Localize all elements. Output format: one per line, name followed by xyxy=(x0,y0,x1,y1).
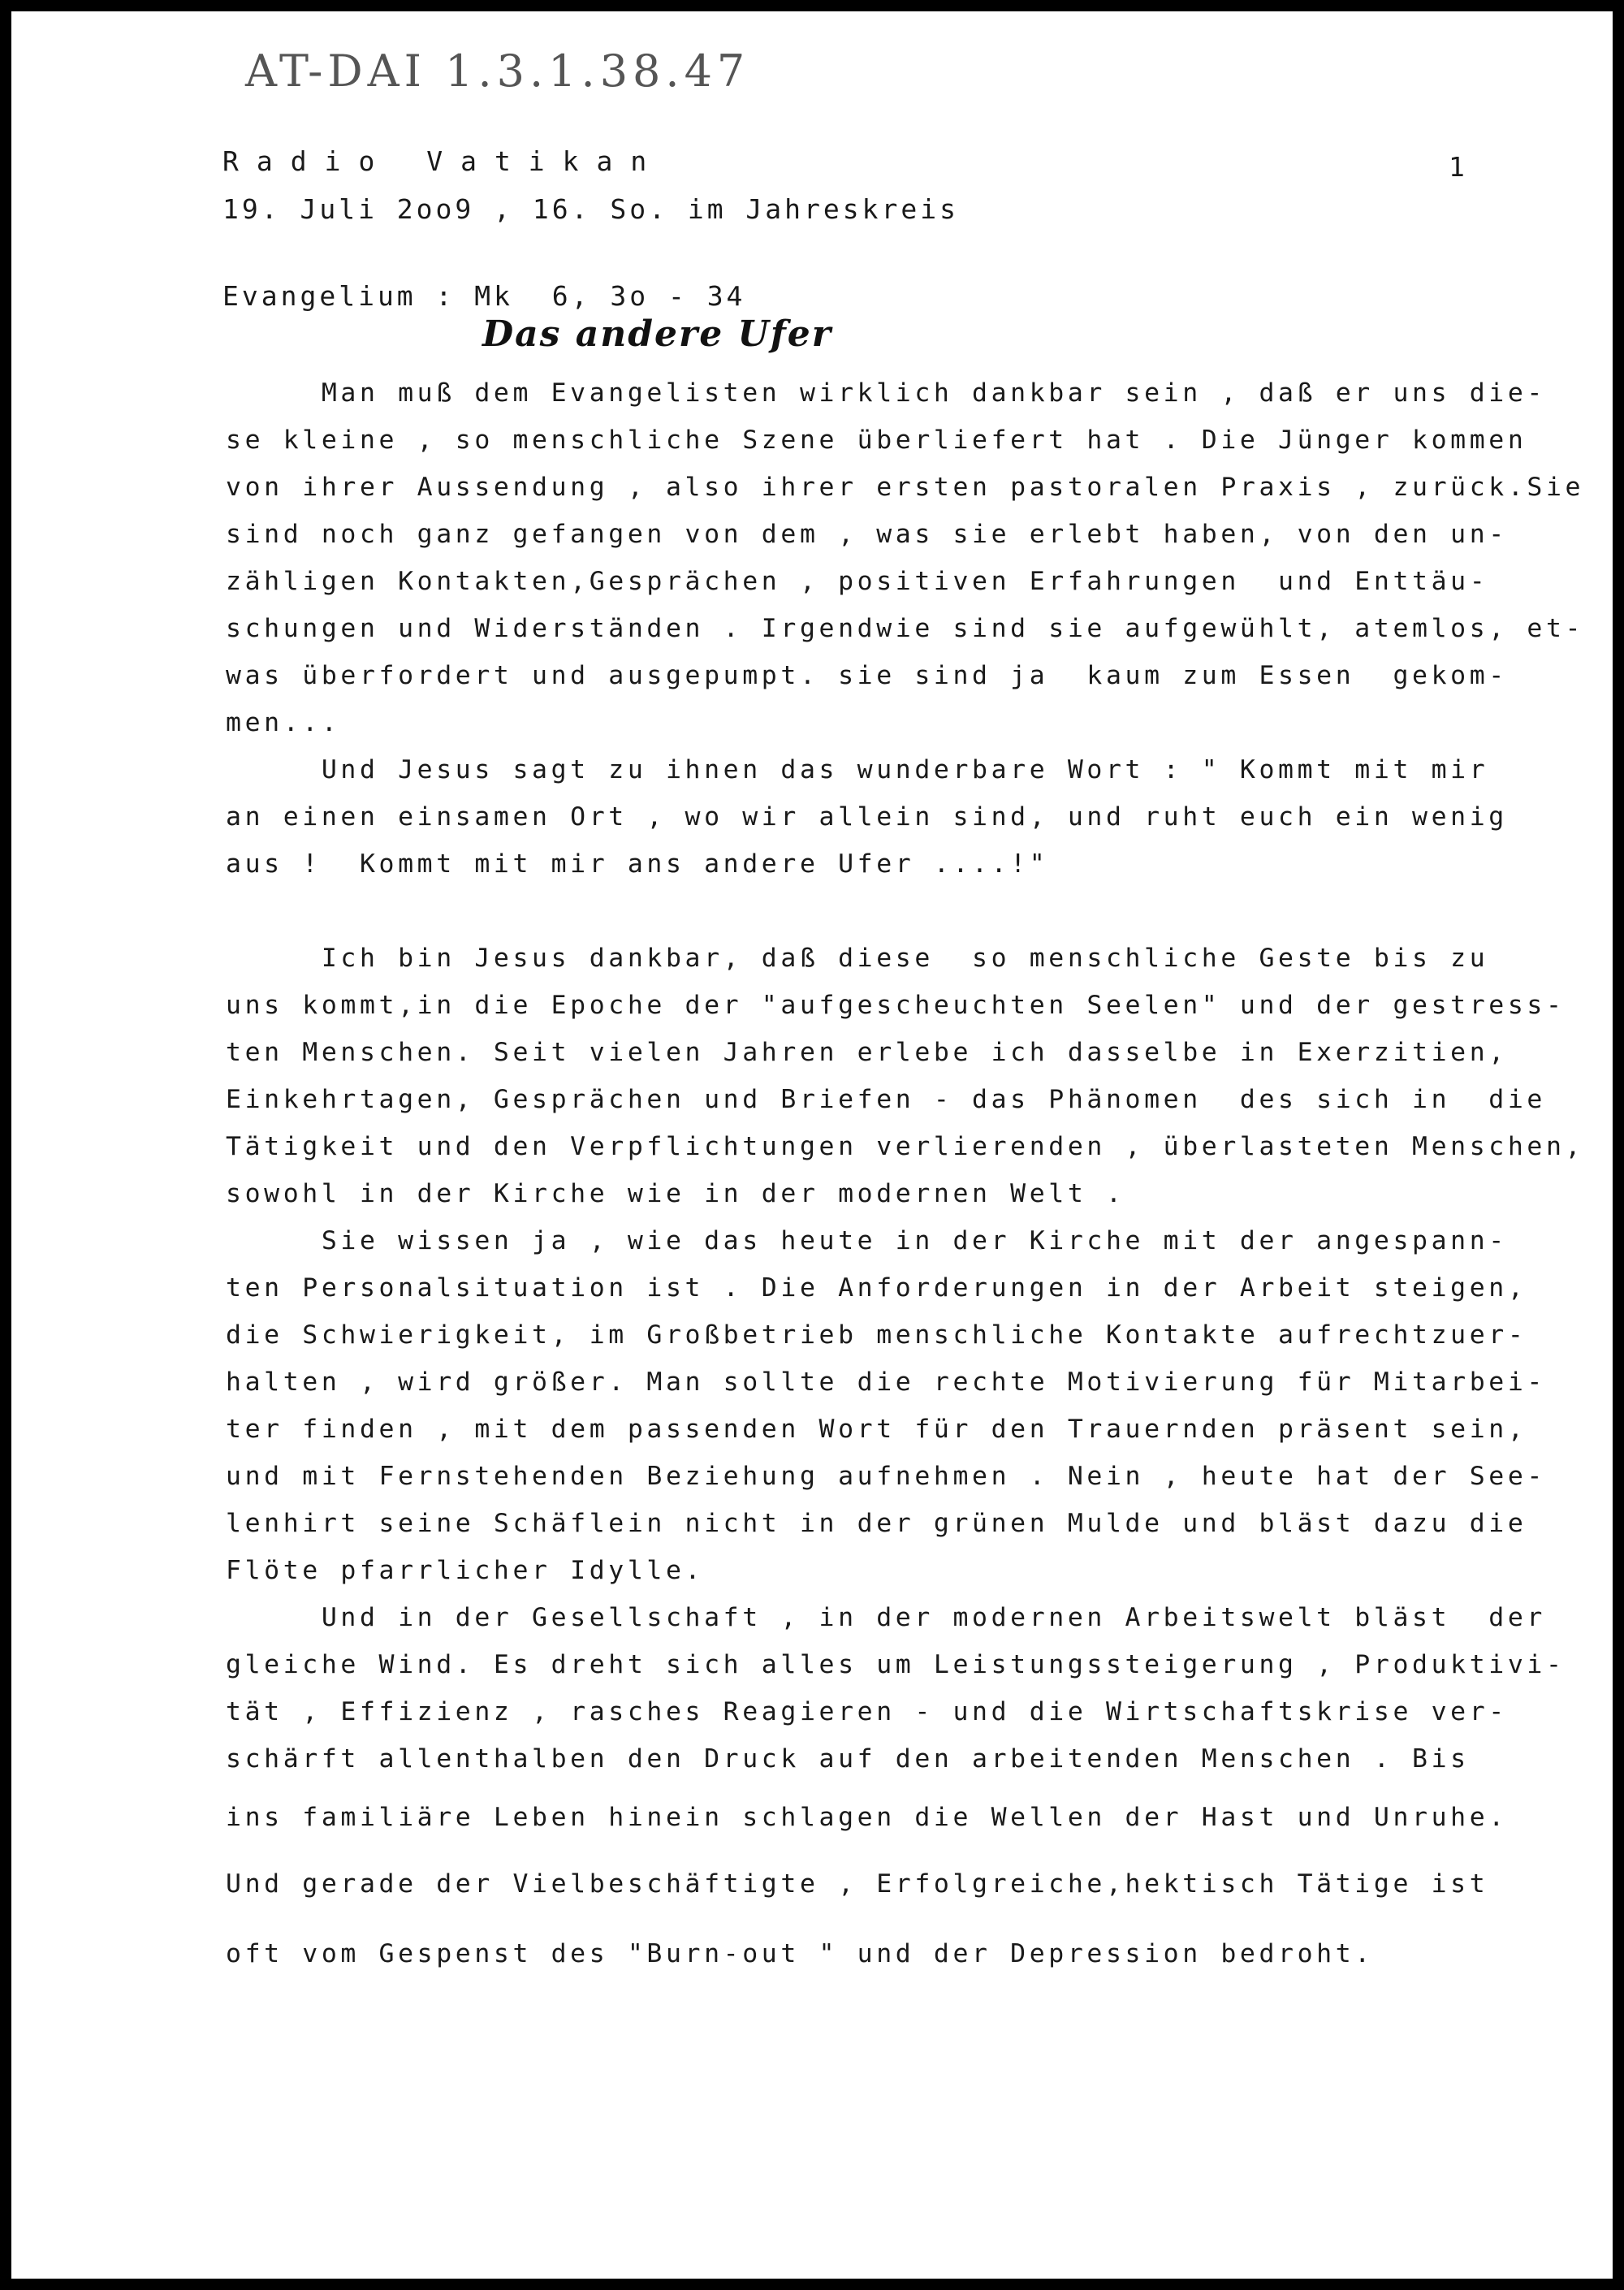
body-line: ten Menschen. Seit vielen Jahren erlebe ich dasselbe in Exerzitien, xyxy=(226,1038,1508,1067)
archive-id-handwritten: AT-DAI 1.3.1.38.47 xyxy=(245,45,750,97)
body-line: Tätigkeit und den Verpflichtungen verlierenden , überlasteten Menschen, xyxy=(226,1132,1585,1161)
body-line: Und Jesus sagt zu ihnen das wunderbare Wort : " Kommt mit mir xyxy=(226,755,1489,784)
body-line: die Schwierigkeit, im Großbetrieb menschliche Kontakte aufrechtzuer- xyxy=(226,1320,1527,1350)
body-line: schärft allenthalben den Druck auf den arbeitenden Menschen . Bis xyxy=(226,1744,1470,1774)
body-line: Sie wissen ja , wie das heute in der Kirche mit der angespann- xyxy=(226,1226,1508,1255)
gospel-reference: Evangelium : Mk 6, 3o - 34 xyxy=(222,280,746,312)
body-line: was überfordert und ausgepumpt. sie sind ja kaum zum Essen gekom- xyxy=(226,661,1508,690)
body-line: Man muß dem Evangelisten wirklich dankbar sein , daß er uns die- xyxy=(226,378,1546,408)
body-line: ten Personalsituation ist . Die Anforderungen in der Arbeit steigen, xyxy=(226,1273,1527,1303)
body-line: sind noch ganz gefangen von dem , was sie erlebt haben, von den un- xyxy=(226,520,1508,549)
body-line: lenhirt seine Schäflein nicht in der grünen Mulde und bläst dazu die xyxy=(226,1509,1527,1538)
body-line: Einkehrtagen, Gesprächen und Briefen - das Phänomen des sich in die xyxy=(226,1085,1546,1114)
body-line: sowohl in der Kirche wie in der modernen Welt . xyxy=(226,1179,1125,1208)
body-line: und mit Fernstehenden Beziehung aufnehmen . Nein , heute hat der See- xyxy=(226,1462,1546,1491)
station-name: Radio Vatikan xyxy=(222,145,665,177)
body-line: zähligen Kontakten,Gesprächen , positiven Erfahrungen und Enttäu- xyxy=(226,567,1489,596)
body-line: an einen einsamen Ort , wo wir allein sind, und ruht euch ein wenig xyxy=(226,802,1508,832)
body-line: schungen und Widerständen . Irgendwie sind sie aufgewühlt, atemlos, et- xyxy=(226,614,1585,643)
body-line: ins familiäre Leben hinein schlagen die Wellen der Hast und Unruhe. xyxy=(226,1803,1508,1832)
body-line: men... xyxy=(226,708,341,737)
date-line: 19. Juli 2oo9 , 16. So. im Jahreskreis xyxy=(222,193,959,225)
body-line: Und in der Gesellschaft , in der modernen Arbeitswelt bläst der xyxy=(226,1603,1546,1632)
body-line: Ich bin Jesus dankbar, daß diese so menschliche Geste bis zu xyxy=(226,944,1489,973)
body-line: von ihrer Aussendung , also ihrer ersten pastoralen Praxis , zurück.Sie xyxy=(226,473,1585,502)
body-line: ter finden , mit dem passenden Wort für den Trauernden präsent sein, xyxy=(226,1415,1527,1444)
body-line: se kleine , so menschliche Szene überliefert hat . Die Jünger kommen xyxy=(226,426,1527,455)
document-page xyxy=(11,11,1613,2279)
body-line: tät , Effizienz , rasches Reagieren - und die Wirtschaftskrise ver- xyxy=(226,1697,1508,1726)
body-line: oft vom Gespenst des "Burn-out " und der Depression bedroht. xyxy=(226,1939,1374,1968)
handwritten-title: Das andere Ufer xyxy=(482,313,832,355)
body-line: Und gerade der Vielbeschäftigte , Erfolgreiche,hektisch Tätige ist xyxy=(226,1869,1489,1899)
body-line: Flöte pfarrlicher Idylle. xyxy=(226,1556,705,1585)
body-line: uns kommt,in die Epoche der "aufgescheuchten Seelen" und der gestress- xyxy=(226,991,1566,1020)
page-number: 1 xyxy=(1449,151,1465,183)
body-line: aus ! Kommt mit mir ans andere Ufer ....!" xyxy=(226,849,1049,879)
body-line: halten , wird größer. Man sollte die rechte Motivierung für Mitarbei- xyxy=(226,1368,1546,1397)
body-line: gleiche Wind. Es dreht sich alles um Leistungssteigerung , Produktivi- xyxy=(226,1650,1566,1679)
